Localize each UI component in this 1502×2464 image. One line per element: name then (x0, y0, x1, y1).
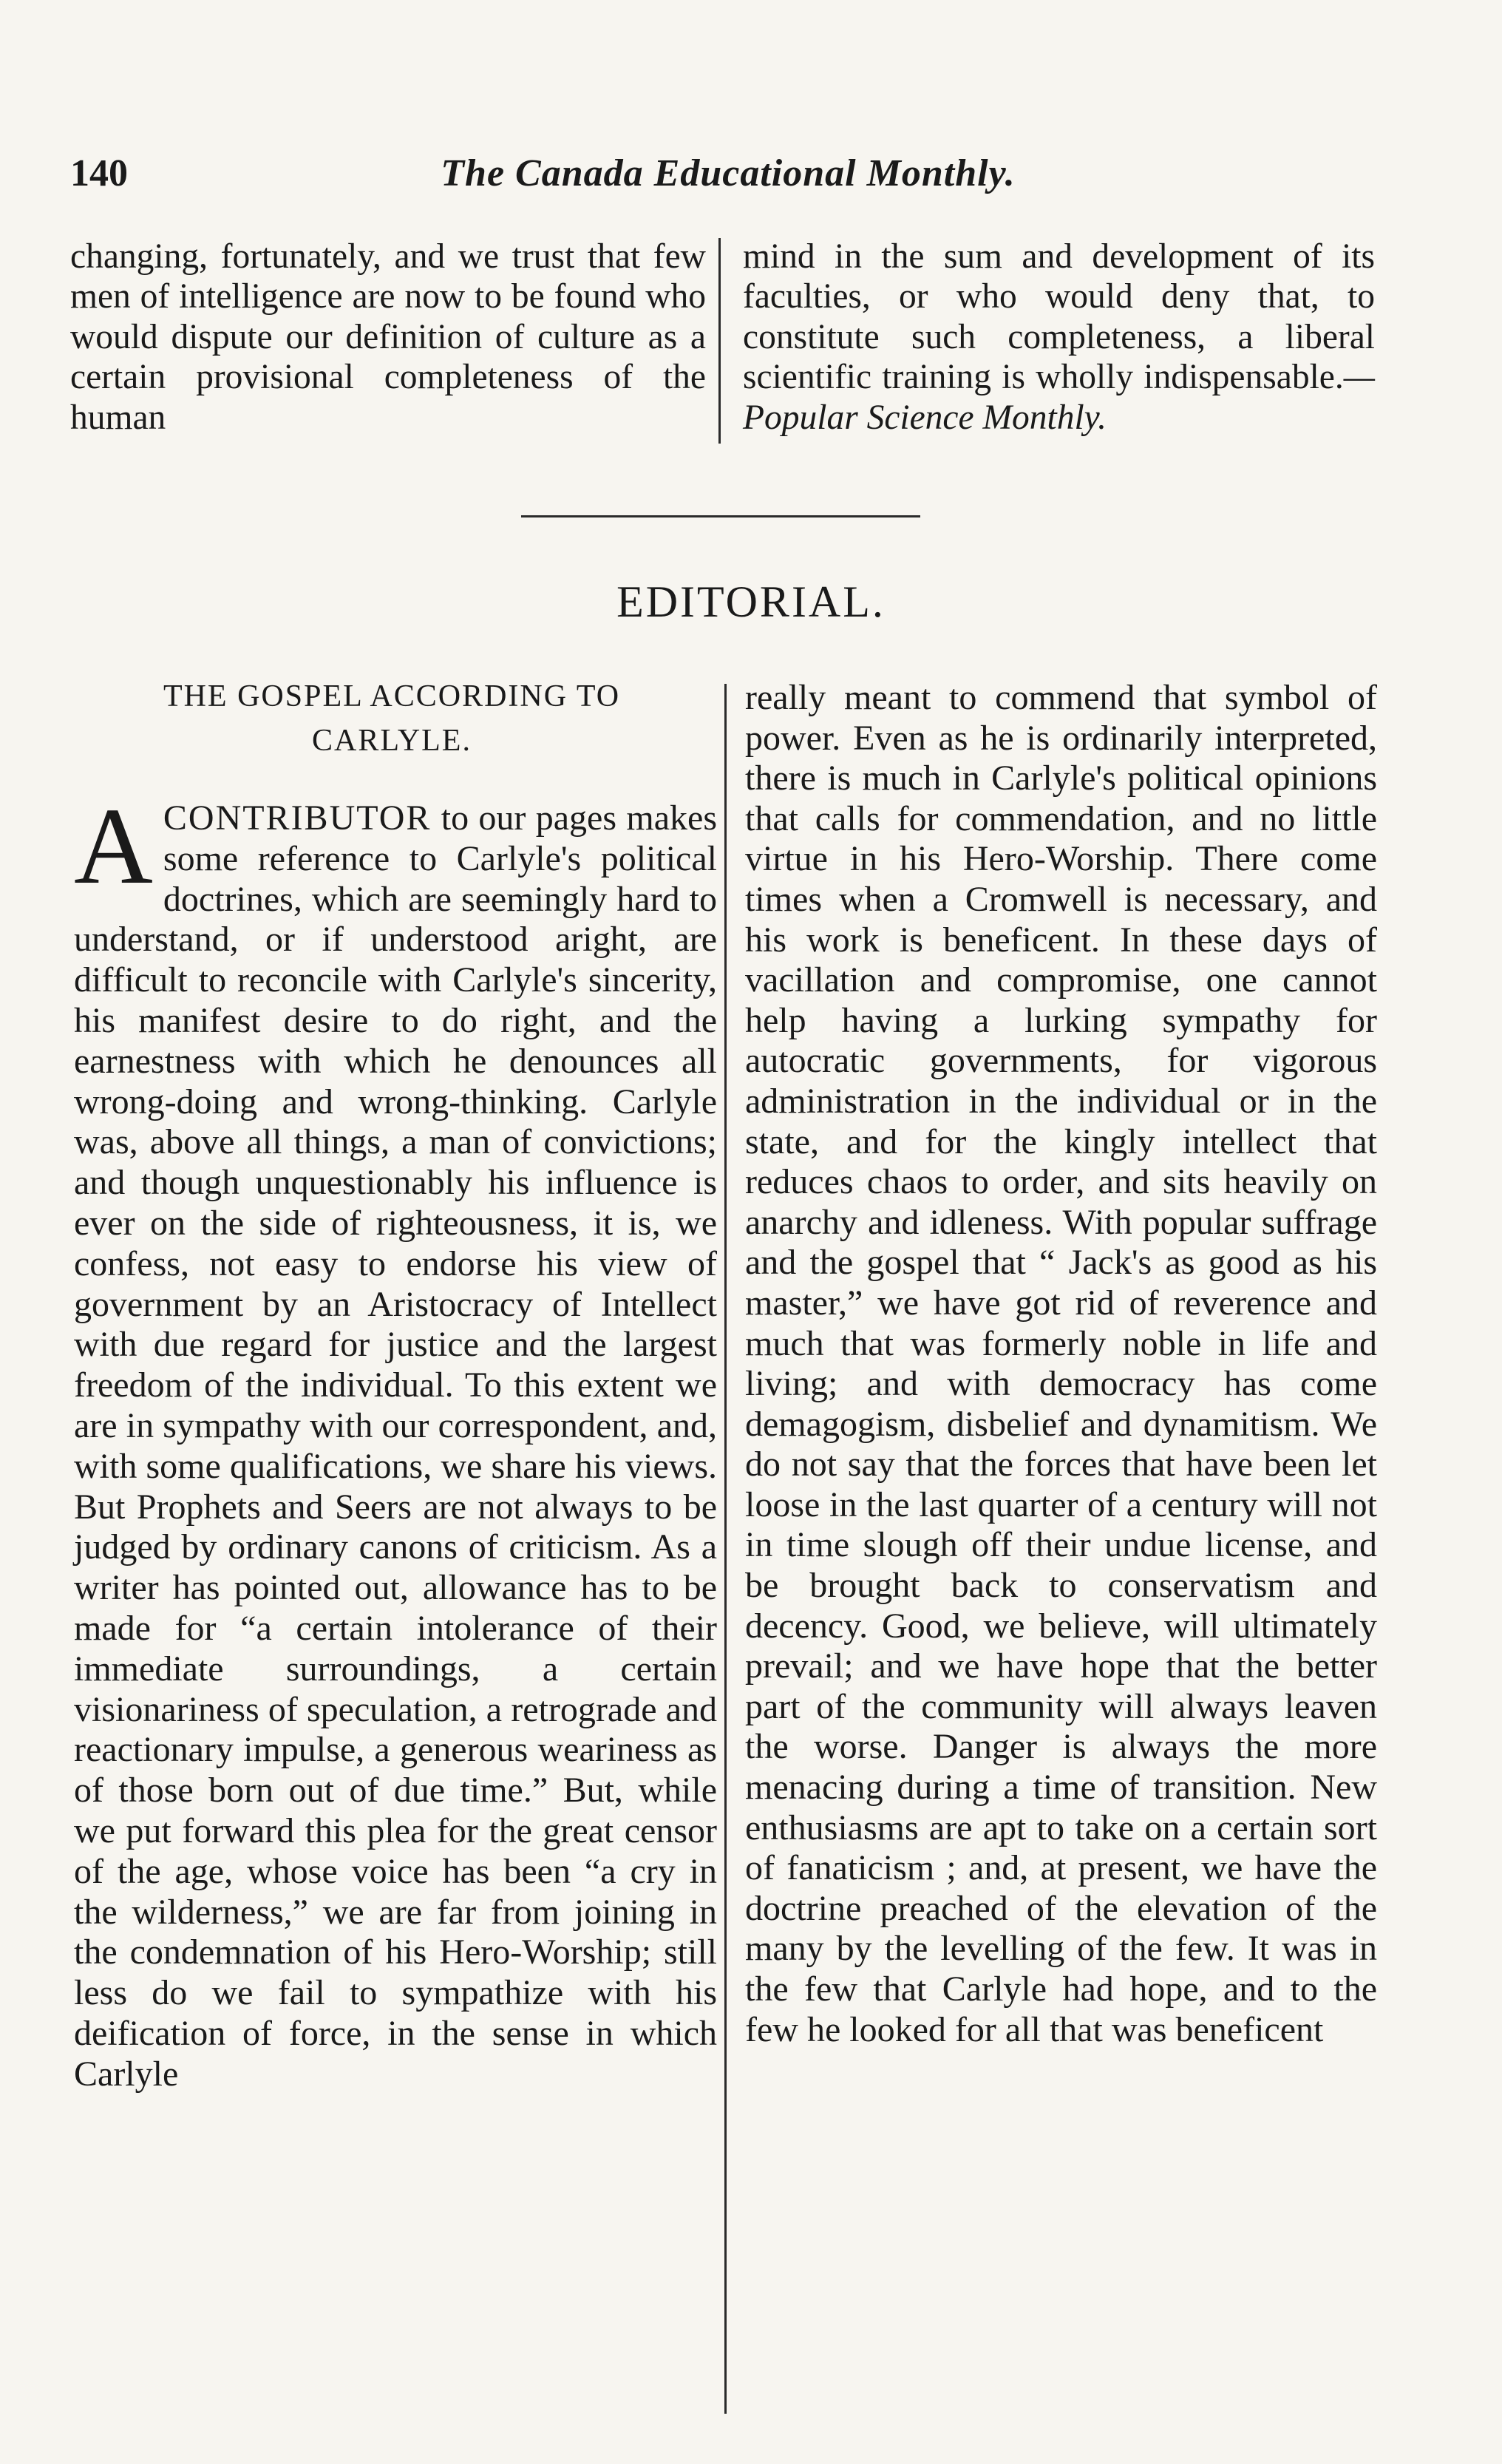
column-rule-top (718, 238, 721, 444)
article-title-line-1: THE GOSPEL ACCORDING TO (163, 679, 621, 713)
article-title-line-2: CARLYLE. (312, 724, 472, 758)
page-number: 140 (70, 152, 128, 194)
top-right-text: mind in the sum and development of its faculties, or who would deny that, to constitute such completeness, a liberal scientific training is wholly indispensable. (743, 237, 1375, 397)
dropcap: A (74, 786, 153, 907)
article-right-column (745, 678, 1377, 2050)
top-right-paragraph (743, 237, 1375, 438)
top-right-column (743, 237, 1375, 438)
article-left-paragraph (74, 786, 718, 2095)
article-right-paragraph: really meant to commend that symbol of power. Even as he is ordinarily interpreted, there is much in Carlyle's political opinions that calls for commendation, and no little virtue in his Hero-Worship. There come times when a Cromwell is necessary, and his work is beneficent. In these days of vacillation and compromise, one cannot help having a lurking sympathy for autocratic governments, for vigorous administration in the individual or in the state, and for the kingly intellect that reduces chaos to order, and sits heavily on anarchy and idleness. With popular suffrage and the gospel that “ Jack's as good as his master,” we have got rid of reverence and much that was formerly noble in life and living; and with democracy has come demagogism, disbelief and dynamitism. We do not say that the forces that have been let loose in the last quarter of a century will not in time slough off their undue license, and be brought back to conservatism and decency. Good, we believe, will ultimately prevail; and we have hope that the better part of the community will always leaven the worse. Danger is always the more menacing during a time of transition. New enthusiasms are apt to take on a certain sort of fanaticism ; and, at present, we have the doctrine preached of the elevation of the many by the levelling of the few. It was in the few that Carlyle had hope, and to the few he looked for all that was beneficent (745, 678, 1377, 2049)
section-heading: EDITORIAL. (616, 577, 886, 626)
citation: —Popular Science Monthly. (743, 358, 1375, 437)
top-left-paragraph: changing, fortunately, and we trust that few men of intelligence are now to be found who would dispute our definition of culture as a certain provisional completeness of the human (70, 237, 706, 437)
column-rule-bottom (724, 684, 727, 2414)
opening-word: CONTRIBUTOR (163, 798, 432, 838)
section-separator (521, 515, 920, 517)
article-left-column (74, 786, 718, 2095)
article-title (74, 674, 710, 763)
page-header (70, 152, 1386, 211)
top-left-column (70, 237, 706, 438)
article-left-text: to our pages makes some reference to Carlyle's political doctrines, which are seemingly hard to understand, or if understood aright, are difficult to reconcile with Carlyle's sincerity, his manifest desire to do right, and the earnestness with which he denounces all wrong-doing and wrong-thinking. Carlyle was, above all things, a man of convictions; and though unquestionably his influence is ever on the side of righteousness, it is, we confess, not easy to endorse his view of government by an Aristocracy of Intellect with due regard for justice and the largest freedom of the individual. To this extent we are in sympathy with our correspondent, and, with some qualifications, we share his views. But Prophets and Seers are not always to be judged by ordinary canons of criticism. As a writer has pointed out, allowance has to be made for “a certain intolerance of their immediate surroundings, a certain visionariness of speculation, a retrograde and reactionary impulse, a generous weariness as of those born out of due time.” But, while we put forward this plea for the great censor of the age, whose voice has been “a cry in the wilderness,” we are far from joining in the condemnation of his Hero-Worship; still less do we fail to sympathize with his deification of force, in the sense in which Carlyle (74, 798, 718, 2094)
running-title: The Canada Educational Monthly. (441, 152, 1016, 194)
